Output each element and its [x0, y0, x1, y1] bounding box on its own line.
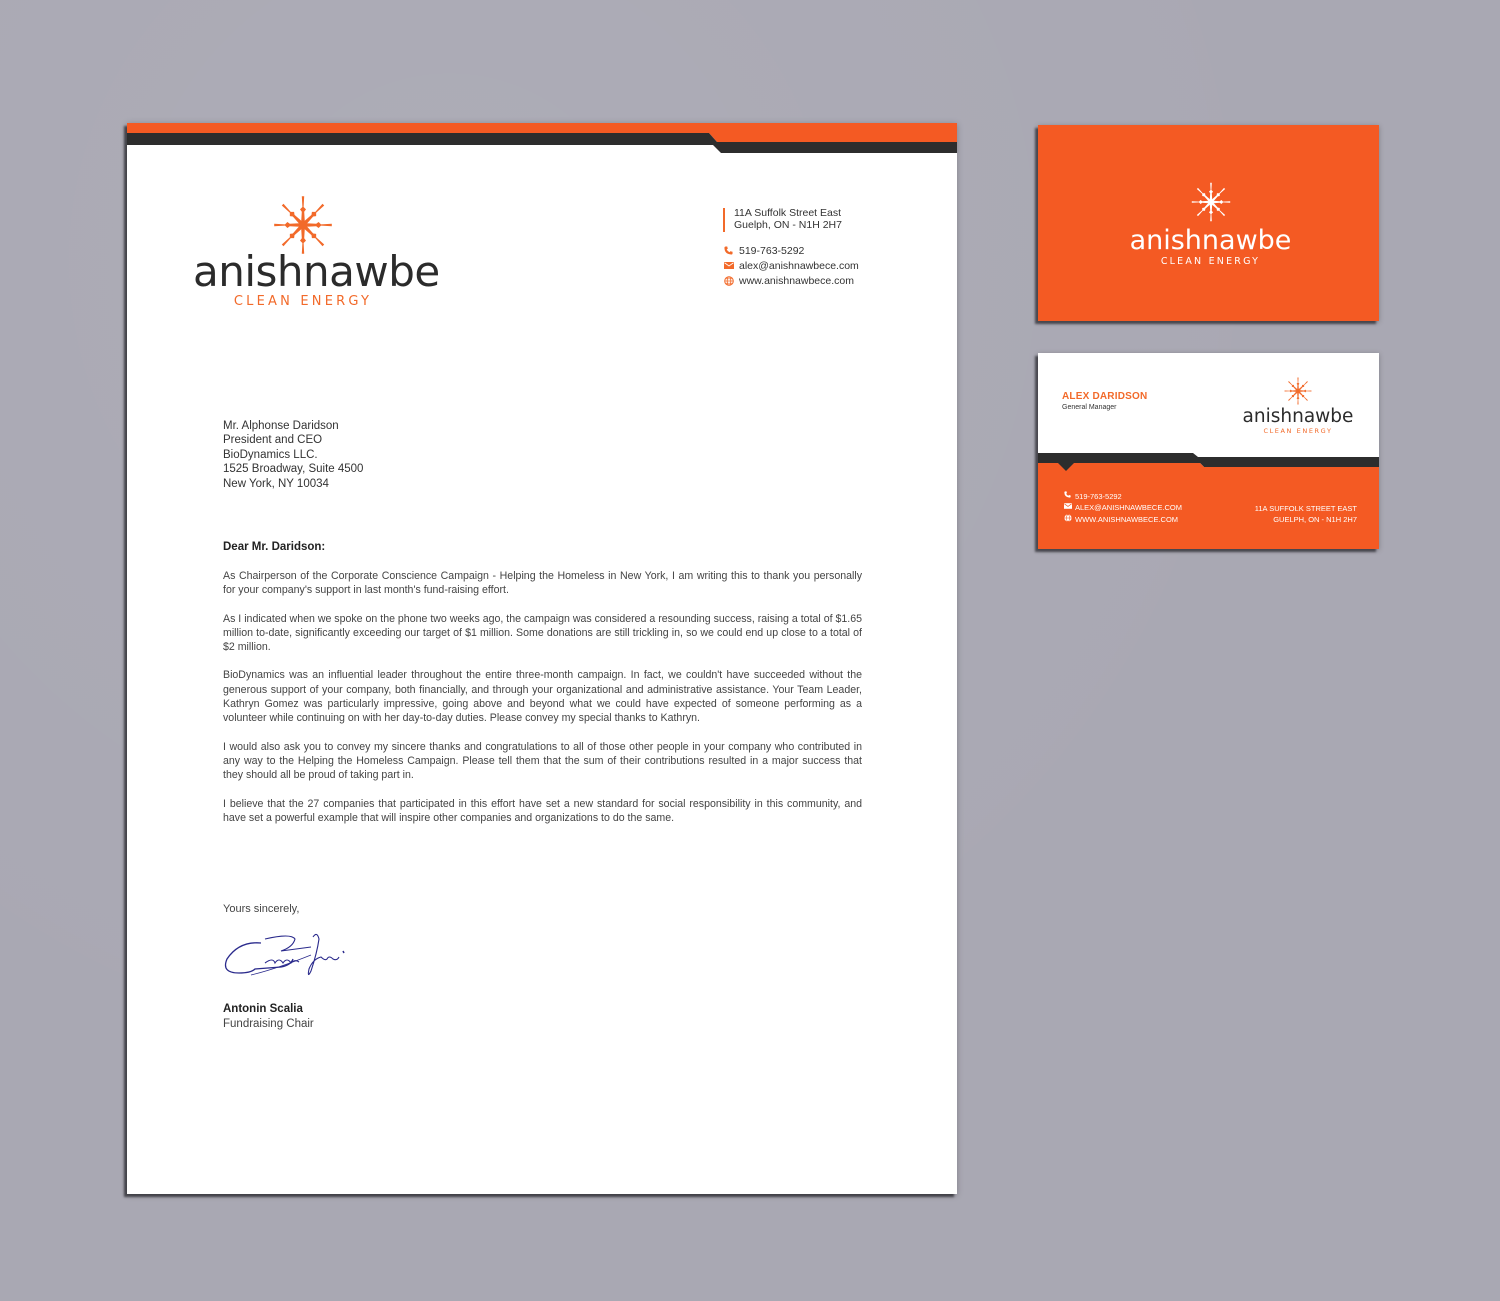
signer-title: Fundraising Chair	[223, 1018, 314, 1030]
envelope-icon	[1063, 502, 1072, 513]
company-address	[723, 207, 859, 231]
recipient-street: 1525 Broadway, Suite 4500	[223, 463, 364, 476]
paragraph: As Chairperson of the Corporate Conscience Campaign - Helping the Homeless in New York, I am writing this to thank you personally for your company's support in last month's fund-raising effort.	[223, 570, 862, 597]
address-line-1: 11A Suffolk Street East	[734, 207, 842, 219]
paragraph: As I indicated when we spoke on the phone two weeks ago, the campaign was considered a resounding success, raising a total of $1.65 million to-date, significantly exceeding our target of $1 million. Some donations are still trickling in, so we could end up close to a total of $2 million.	[223, 612, 862, 654]
globe-icon	[723, 276, 734, 286]
contact-phone: 519-763-5292	[723, 243, 859, 258]
sunburst-star-icon	[1191, 182, 1231, 222]
letter-body	[223, 569, 862, 839]
logo-tagline: CLEAN ENERGY	[1263, 427, 1333, 435]
handwritten-signature	[221, 929, 361, 989]
card-back-logo	[1238, 377, 1358, 439]
recipient-title: President and CEO	[223, 434, 323, 447]
letterhead-contact-block	[723, 207, 859, 288]
phone-icon	[1063, 491, 1072, 502]
sunburst-star-icon	[1284, 377, 1312, 405]
recipient-address-block	[223, 419, 363, 491]
business-card-back	[1038, 353, 1379, 549]
paragraph: I would also ask you to convey my sincere thanks and congratulations to all of those other people in your company who contributed in any way to the Helping the Homeless Campaign. Please tell them that the sum of their contributions resulted in a major success that they should all be proud of taking part in.	[223, 740, 862, 782]
phone-icon	[723, 246, 734, 255]
cardholder-title: General Manager	[1062, 404, 1117, 411]
closing: Yours sincerely,	[223, 903, 300, 915]
header-color-bands	[127, 123, 957, 155]
recipient-name: Mr. Alphonse Daridson	[223, 420, 339, 432]
recipient-city: New York, NY 10034	[223, 477, 329, 490]
contact-website[interactable]: www.anishnawbece.com	[723, 273, 859, 288]
card-address	[1255, 503, 1357, 525]
paragraph: I believe that the 27 companies that participated in this effort have set a new standard for social responsibility in this community, and have set a powerful example that will inspire other companies and organizations to do the same.	[223, 797, 862, 824]
cardholder-name: ALEX DARIDSON	[1062, 391, 1148, 402]
address-line-2: Guelph, ON - N1H 2H7	[734, 219, 842, 231]
globe-icon	[1063, 514, 1072, 526]
paragraph: BioDynamics was an influential leader throughout the entire three-month campaign. In fact, we couldn't have succeeded without the generous support of your company, both financially, and through your organizational and administrative assistance. Your Team Leader, Kathryn Gomez was particularly impressive, going above and beyond what we could have expected of someone performing as a volunteer while continuing on with her day-to-day duties. Please convey my special thanks to Kathryn.	[223, 669, 862, 725]
address-line-1: 11A SUFFOLK STREET EAST	[1254, 504, 1357, 513]
logo-tagline: CLEAN ENERGY	[1160, 256, 1261, 267]
card-contact-block	[1063, 491, 1182, 526]
card-website[interactable]: WWW.ANISHNAWBECE.COM	[1063, 514, 1182, 526]
logo-wordmark: anishnawbe	[1129, 225, 1292, 256]
letterhead-page	[127, 123, 957, 1194]
envelope-icon	[723, 262, 734, 269]
address-line-2: GUELPH, ON - N1H 2H7	[1273, 515, 1357, 524]
card-front-logo	[1123, 182, 1298, 272]
recipient-company: BioDynamics LLC.	[223, 448, 318, 461]
logo-wordmark: anishnawbe	[193, 247, 440, 296]
contact-email[interactable]: alex@anishnawbece.com	[723, 258, 859, 273]
salutation: Dear Mr. Daridson:	[223, 541, 326, 553]
logo-wordmark: anishnawbe	[1242, 406, 1354, 427]
card-phone: 519-763-5292	[1063, 491, 1182, 502]
sunburst-star-icon	[273, 195, 333, 255]
business-card-front	[1038, 125, 1379, 321]
logo-tagline: CLEAN ENERGY	[233, 294, 373, 309]
signer-name: Antonin Scalia	[223, 1003, 303, 1015]
card-email[interactable]: ALEX@ANISHNAWBECE.COM	[1063, 502, 1182, 513]
